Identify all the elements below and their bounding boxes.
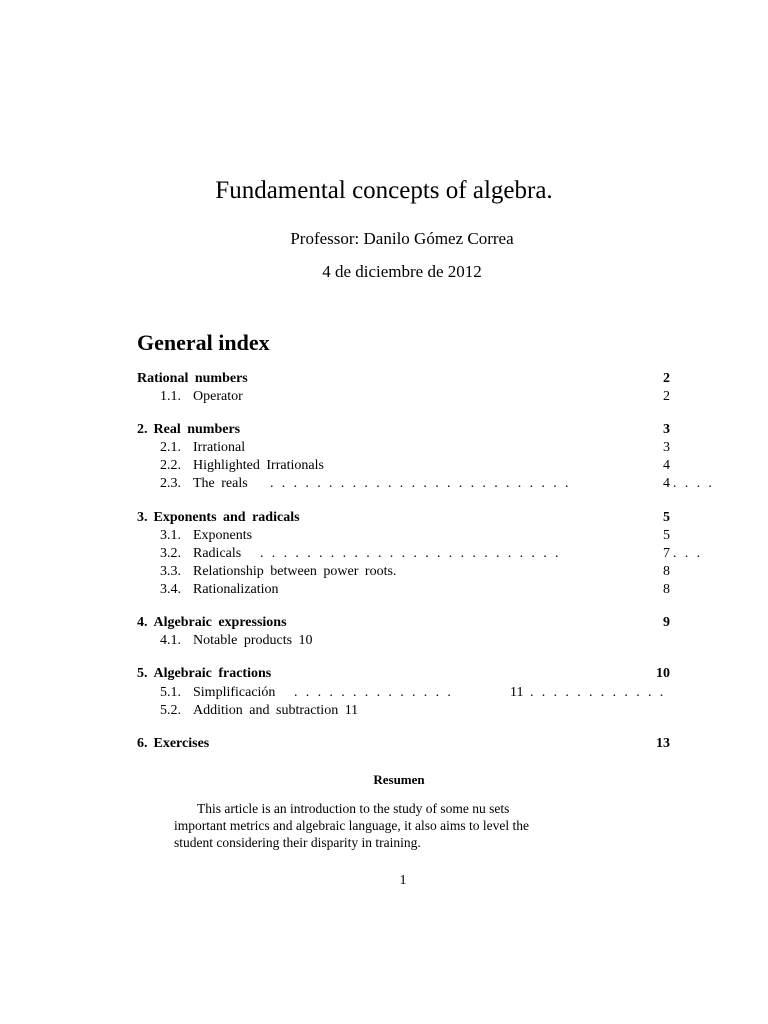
toc-item-label: Rationalization [193,582,279,597]
index-heading: General index [137,330,270,355]
toc-item-3-1[interactable] [160,527,670,545]
toc-page-number: 13 [656,736,670,751]
toc-item-number: 2.3. [160,476,181,491]
toc-page-number: 5 [663,510,670,525]
abstract-line: important metrics and algebraic language, it also aims to level the [174,818,530,833]
toc-section-label: Exponents and radicals [153,510,300,525]
toc-item-5-2[interactable] [160,702,670,720]
toc-dot-leader: .... [673,476,721,491]
toc-section-number: 4. [137,615,148,630]
toc-item-number: 5.1. [160,685,181,700]
toc-item-label: Highlighted Irrationals [193,458,324,473]
toc-item-label: Addition and subtraction 11 [193,703,359,718]
toc-page-number: 7 [663,546,670,561]
toc-section-label: Rational numbers [137,371,248,386]
toc-item-number: 3.1. [160,528,181,543]
toc-item-number: 2.1. [160,440,181,455]
toc-page-number: 4 [663,476,670,491]
toc-page-number: 11 [510,685,524,700]
toc-item-4-1[interactable] [160,632,670,650]
document-title: Fundamental concepts of algebra. [215,177,553,204]
toc-page-number: 8 [663,582,670,597]
abstract-line: student considering their disparity in training. [174,835,421,850]
toc-page-number: 9 [663,615,670,630]
toc-page-number: 5 [663,528,670,543]
toc-item-label: Radicals [193,546,242,561]
toc-item-1-1[interactable] [160,388,670,406]
page-number: 1 [399,873,407,888]
toc-item-number: 3.4. [160,582,181,597]
toc-item-label: Operator [193,389,243,404]
toc-section-5[interactable] [137,665,670,683]
toc-page-number: 4 [663,458,670,473]
abstract-body [174,800,566,851]
document-author: Professor: Danilo Gómez Correa [290,229,514,248]
toc-page-number: 2 [663,389,670,404]
toc-section-1[interactable] [137,370,670,388]
toc-item-number: 1.1. [160,389,181,404]
toc-item-label: Notable products 10 [193,633,313,648]
toc-page-number: 8 [663,564,670,579]
toc-section-4[interactable] [137,614,670,632]
toc-item-3-3[interactable] [160,563,670,581]
toc-item-2-3[interactable] [160,475,721,493]
toc-dot-leader: .......................... [270,476,577,491]
toc-item-number: 3.2. [160,546,181,561]
toc-section-6[interactable] [137,735,670,753]
toc-section-number: 2. [137,422,148,437]
toc-page-number: 3 [663,440,670,455]
toc-section-number: 6. [137,736,148,751]
toc-dot-leader: ............ [530,685,672,700]
toc-item-number: 5.2. [160,703,181,718]
toc-section-label: Algebraic expressions [153,615,287,630]
toc-section-number: 5. [137,666,148,681]
document-date: 4 de diciembre de 2012 [322,262,482,281]
toc-page-number: 3 [663,422,670,437]
toc-dot-leader: .......................... [260,546,567,561]
toc-item-5-1[interactable] [160,684,670,702]
toc-item-2-2[interactable] [160,457,670,475]
toc-item-3-4[interactable] [160,581,670,599]
toc-item-label: Irrational [193,440,246,455]
toc-item-label: Relationship between power roots. [193,564,397,579]
toc-dot-leader: ... [673,546,709,561]
toc-section-label: Exercises [153,736,210,751]
toc-page-number: 10 [656,666,670,681]
toc-section-number: 3. [137,510,148,525]
abstract-line: This article is an introduction to the study of some nu sets [197,801,510,816]
toc-item-2-1[interactable] [160,439,670,457]
toc-item-number: 4.1. [160,633,181,648]
toc-dot-leader: .............. [294,685,460,700]
toc-item-label: The reals [193,476,248,491]
toc-item-number: 3.3. [160,564,181,579]
toc-section-2[interactable] [137,421,670,439]
toc-item-label: Simplificación [193,685,276,700]
toc-section-label: Algebraic fractions [153,666,272,681]
toc-page-number: 2 [663,371,670,386]
toc-item-number: 2.2. [160,458,181,473]
toc-section-label: Real numbers [153,422,241,437]
toc-item-label: Exponents [193,528,253,543]
toc-section-3[interactable] [137,509,670,527]
toc-item-3-2[interactable] [160,545,709,563]
abstract-title: Resumen [373,772,425,787]
